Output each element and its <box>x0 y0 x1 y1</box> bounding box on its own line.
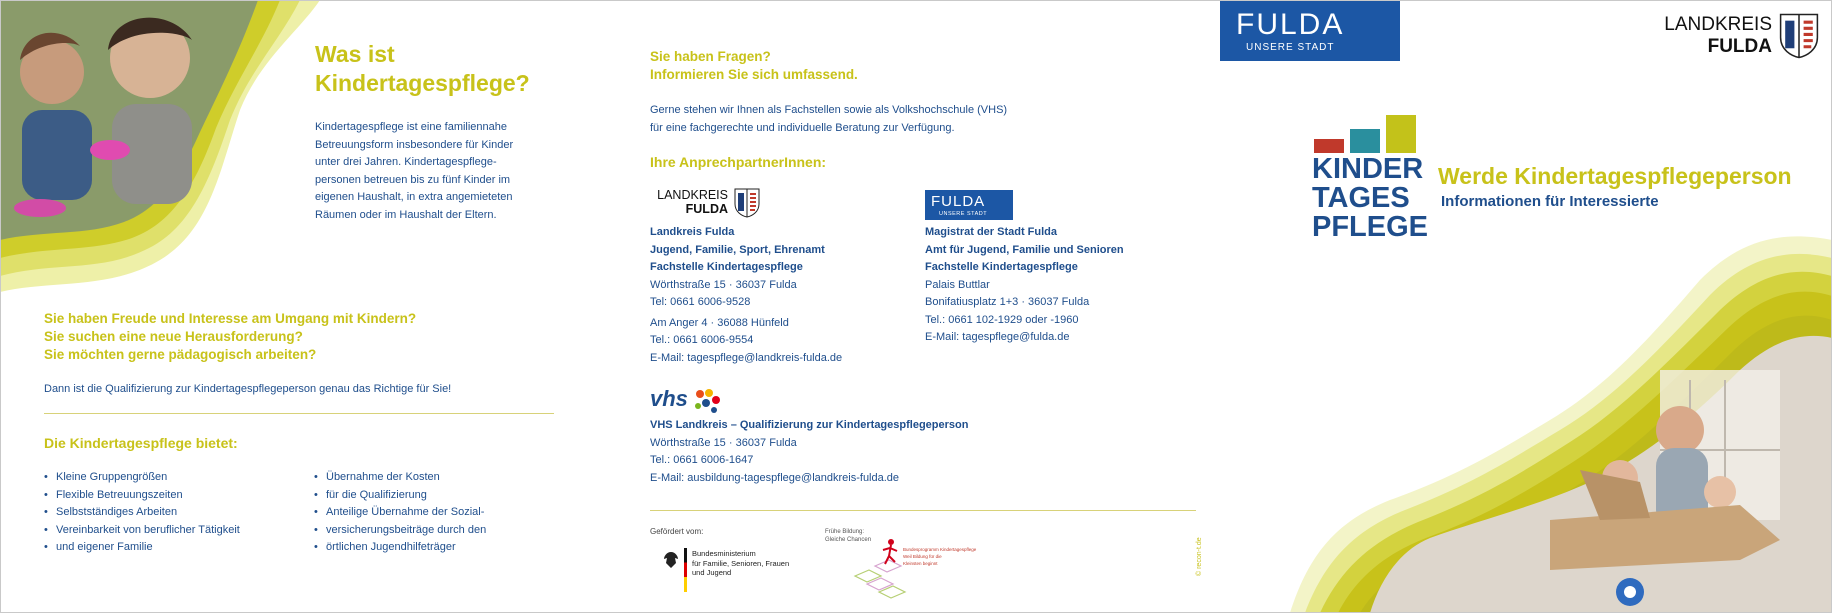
contacts-heading-block: Sie haben Fragen? Informieren Sie sich umfassend. <box>650 49 858 82</box>
stadt-fulda-logo: FULDA UNSERE STADT <box>1220 0 1400 61</box>
list-item: • Vereinbarkeit von beruflicher Tätigkeit <box>44 522 284 540</box>
stadt-fulda-logo-small: FULDA UNSERE STADT <box>925 190 1013 220</box>
section-divider <box>44 413 554 414</box>
list-item: • Selbstständiges Arbeiten <box>44 504 284 522</box>
list-item-continuation: • örtlichen Jugendhilfeträger <box>314 539 554 557</box>
federal-eagle-icon <box>662 550 680 570</box>
credit-text: © recon-t.de <box>1196 537 1203 576</box>
panel-kindertagespflege-info <box>0 0 620 613</box>
german-flag-bar <box>684 548 687 592</box>
list-item: • Übernahme der Kosten <box>314 469 554 487</box>
stadt-contact: Magistrat der Stadt Fulda Amt für Jugend, Familie und Senioren Fachstelle Kindertagespflege Palais Buttlar Bonifatiusplatz 1+3 · 36037 Fulda Tel.: 0661 102-1929 oder -1960 E-Mail: tagespflege@fulda.de <box>925 224 1185 347</box>
landkreis-email[interactable]: E-Mail: tagespflege@landkreis-fulda.de <box>650 351 843 364</box>
landkreis-logo-small: LANDKREIS FULDA <box>650 188 760 220</box>
funded-by-label: Gefördert vom: <box>650 527 704 536</box>
list-item: • Anteilige Übernahme der Sozial- <box>314 504 554 522</box>
landkreis-contact: Landkreis Fulda Jugend, Familie, Sport, Ehrenamt Fachstelle Kindertagespflege Wörthstraße 15 · 36037 Fulda Tel: 0661 6006-9528 Am Anger 4 · 36088 Hünfeld Tel.: 0661 6006-9554 E-Mail: tagespflege@landkreis-fulda.de <box>650 224 910 367</box>
cover-subtitle: Informationen für Interessierte <box>1441 193 1659 210</box>
questions-block: Sie haben Freude und Interesse am Umgang mit Kindern? Sie suchen eine neue Herausforderung? Sie möchten gerne pädagogisch arbeiten? <box>44 311 417 362</box>
footer-divider <box>650 510 1196 511</box>
kindertagespflege-logo: KINDER TAGES PFLEGE <box>1292 115 1410 255</box>
contacts-subheading: Ihre AnprechpartnerInnen: <box>650 154 827 170</box>
list-item-continuation: • und eigener Familie <box>44 539 284 557</box>
call-to-action-text: Dann ist die Qualifizierung zur Kindertagespflegeperson genau das Richtige für Sie! <box>44 383 452 395</box>
family-photo-illustration <box>1220 220 1832 613</box>
children-photo-illustration <box>0 0 320 300</box>
logo-square-teal <box>1350 129 1380 153</box>
baby-head <box>1704 476 1736 508</box>
coat-of-arms-icon <box>1778 13 1820 59</box>
list-item-continuation: • für die Qualifizierung <box>314 487 554 505</box>
logo-square-lime <box>1386 115 1416 153</box>
list-item: • Flexible Betreuungszeiten <box>44 487 284 505</box>
offers-list-left <box>44 469 284 557</box>
logo-square-red <box>1314 139 1344 153</box>
page-title: Was ist Kindertagespflege? <box>315 41 530 96</box>
fruehe-bildung-logo: Frühe Bildung: Gleiche Chancen Bundesprogramm Kindertagespflege Weil Bildung für die Kleinsten beginnt <box>825 528 1015 600</box>
panel-contacts <box>620 0 1220 613</box>
stadt-email[interactable]: E-Mail: tagespflege@fulda.de <box>925 331 1070 343</box>
vhs-contact: VHS Landkreis – Qualifizierung zur Kindertagespflegeperson Wörthstraße 15 · 36037 Fulda Tel.: 0661 6006-1647 E-Mail: ausbildung-tagespflege@landkreis-fulda.de <box>650 417 1070 487</box>
vhs-logo: vhs <box>650 386 730 414</box>
vhs-email[interactable]: E-Mail: ausbildung-tagespflege@landkreis-fulda.de <box>650 471 900 484</box>
landkreis-fulda-logo: LANDKREIS FULDA <box>1650 12 1820 62</box>
list-item: • Kleine Gruppengrößen <box>44 469 284 487</box>
intro-text: Kindertagespflege ist eine familiennahe Betreuungsform insbesondere für Kinder unter drei Jahren. Kindertagespflege- personen betreuen bis zu fünf Kinder im eigenen Haushalt, in extra angemieteten Räumen oder im Haushalt der Eltern. <box>315 121 514 221</box>
contacts-intro: Gerne stehen wir Ihnen als Fachstellen sowie als Volkshochschule (VHS) für eine fachgerechte und individuelle Beratung zur Verfügung. <box>650 104 1008 134</box>
cover-title: Werde Kindertagespflegeperson <box>1438 163 1792 189</box>
coat-of-arms-icon <box>734 188 760 218</box>
panel-cover <box>1220 0 1832 613</box>
pink-toy-bowl <box>90 140 130 160</box>
adult-head <box>1656 406 1704 454</box>
offers-list-right <box>314 469 554 557</box>
list-item-continuation: • versicherungsbeiträge durch den <box>314 522 554 540</box>
bmfsfj-logo: Bundesministerium für Familie, Senioren, Frauen und Jugend <box>662 546 802 594</box>
vhs-dots-icon <box>692 388 722 414</box>
offers-heading: Die Kindertagespflege bietet: <box>44 435 238 451</box>
